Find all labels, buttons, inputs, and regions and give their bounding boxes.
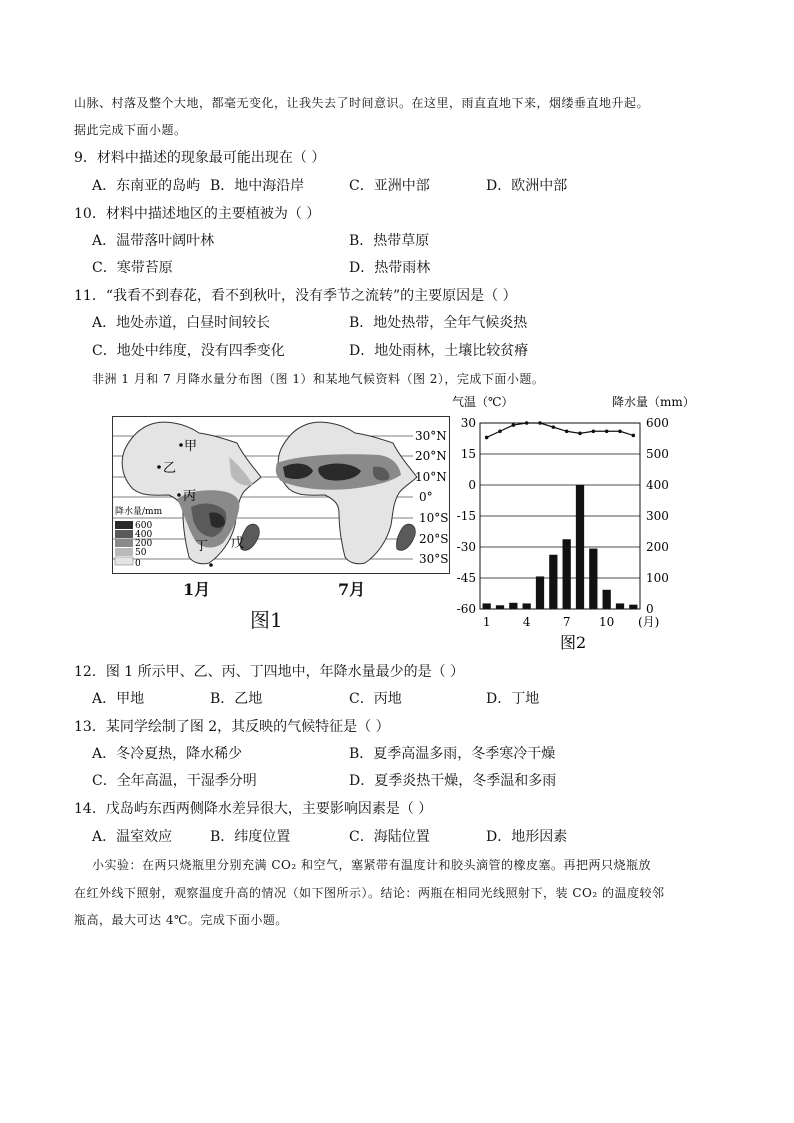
question-10-option-c[interactable]: C．寒带苔原 <box>92 260 173 276</box>
legend-swatch-600 <box>115 521 133 529</box>
lat-label-30n: 30°N <box>415 429 447 443</box>
question-13-option-c[interactable]: C．全年高温，干湿季分明 <box>92 773 257 789</box>
africa-precipitation-map <box>112 416 450 574</box>
question-12-option-d[interactable]: D．丁地 <box>486 691 540 707</box>
temperature-point <box>605 429 609 433</box>
right-tick-label: 500 <box>646 447 669 461</box>
experiment-line-3: 瓶高，最大可达 4℃。完成下面小题。 <box>74 913 288 927</box>
place-label-bing: 丙 <box>183 489 197 504</box>
precipitation-bar <box>536 576 544 609</box>
question-9-option-d[interactable]: D．欧洲中部 <box>486 178 568 194</box>
question-10-stem: 10．材料中描述地区的主要植被为（ ） <box>74 206 321 222</box>
question-11-stem: 11．“我看不到春花，看不到秋叶，没有季节之流转”的主要原因是（ ） <box>74 288 517 304</box>
legend-value-200: 200 <box>135 539 153 549</box>
climate-chart <box>446 390 716 652</box>
question-14-option-a[interactable]: A．温室效应 <box>92 829 173 845</box>
place-label-jia: 甲 <box>184 439 198 454</box>
temperature-point <box>632 434 636 438</box>
question-12-option-c[interactable]: C．丙地 <box>349 691 402 707</box>
right-tick-label: 200 <box>646 540 669 554</box>
left-tick-label: -45 <box>456 571 476 585</box>
chart-right-axis-label: 降水量（mm） <box>612 395 695 409</box>
x-tick-label: 10 <box>599 615 615 629</box>
question-11-option-b[interactable]: B．地处热带，全年气候炎热 <box>349 315 528 331</box>
right-tick-label: 400 <box>646 478 669 492</box>
question-12-option-a[interactable]: A．甲地 <box>92 691 145 707</box>
question-14-option-c[interactable]: C．海陆位置 <box>349 829 430 845</box>
question-14-option-d[interactable]: D．地形因素 <box>486 829 568 845</box>
question-12-stem: 12．图 1 所示甲、乙、丙、丁四地中，年降水量最少的是（ ） <box>74 664 465 680</box>
experiment-line-1: 小实验：在两只烧瓶里分别充满 CO₂ 和空气，塞紧带有温度计和胶头滴管的橡皮塞。再把两只烧瓶放 <box>92 858 651 872</box>
chart-left-axis-label: 气温（℃） <box>452 395 514 409</box>
africa-july-map <box>276 422 417 564</box>
precipitation-bar <box>563 539 571 609</box>
figure-intro: 非洲 1 月和 7 月降水量分布图（图 1）和某地气候资料（图 2），完成下面小题。 <box>92 372 545 386</box>
precipitation-bar <box>509 603 517 609</box>
legend-title: 降水量/mm <box>115 507 163 517</box>
precipitation-bar <box>629 605 637 609</box>
temperature-point <box>498 429 502 433</box>
place-label-yi: 乙 <box>163 461 177 476</box>
lat-label-30s: 30°S <box>419 552 449 566</box>
left-tick-label: 15 <box>460 447 476 461</box>
question-13-option-d[interactable]: D．夏季炎热干燥，冬季温和多雨 <box>349 773 557 789</box>
precipitation-bar <box>616 603 624 609</box>
precipitation-legend <box>115 505 163 569</box>
question-13-option-a[interactable]: A．冬冷夏热，降水稀少 <box>92 746 243 762</box>
question-9-option-b[interactable]: B．地中海沿岸 <box>210 178 305 194</box>
legend-value-50: 50 <box>135 548 147 558</box>
left-tick-label: -60 <box>456 602 476 616</box>
place-marker-yi <box>157 465 161 469</box>
temperature-point <box>525 421 529 425</box>
legend-swatch-400 <box>115 530 133 538</box>
question-14-option-b[interactable]: B．纬度位置 <box>210 829 291 845</box>
question-10-option-b[interactable]: B．热带草原 <box>349 233 430 249</box>
temperature-point <box>618 429 622 433</box>
temperature-point <box>552 425 556 429</box>
legend-value-400: 400 <box>135 530 153 540</box>
temperature-point <box>485 436 489 440</box>
experiment-line-2: 在红外线下照射，观察温度升高的情况（如下图所示）。结论：两瓶在相同光线照射下，装 CO₂ 的温度较邻 <box>74 886 665 900</box>
figure-1-caption: 图1 <box>250 608 283 632</box>
question-14-stem: 14．戊岛屿东西两侧降水差异很大，主要影响因素是（ ） <box>74 801 433 817</box>
precipitation-bar <box>549 555 557 609</box>
lat-label-20n: 20°N <box>415 449 447 463</box>
question-11-option-a[interactable]: A．地处赤道，白昼时间较长 <box>92 315 271 331</box>
left-tick-label: -15 <box>456 509 476 523</box>
chart-x-axis-label: (月) <box>638 615 660 629</box>
lat-label-10s: 10°S <box>419 511 449 525</box>
precipitation-bar <box>496 605 504 609</box>
place-label-ding: 丁 <box>195 539 209 554</box>
lat-label-10n: 10°N <box>415 470 447 484</box>
place-marker-bing <box>177 493 181 497</box>
question-11-option-c[interactable]: C．地处中纬度，没有四季变化 <box>92 343 285 359</box>
right-tick-label: 0 <box>646 602 654 616</box>
legend-value-0: 0 <box>135 559 141 569</box>
question-9-stem: 9．材料中描述的现象最可能出现在（ ） <box>74 150 326 166</box>
temperature-point <box>512 423 516 427</box>
legend-swatch-200 <box>115 539 133 547</box>
x-tick-label: 1 <box>482 615 491 629</box>
question-9-option-a[interactable]: A．东南亚的岛屿 <box>92 178 201 194</box>
legend-swatch-50 <box>115 548 133 556</box>
jul-map-label: 7月 <box>338 580 366 599</box>
precipitation-bar <box>576 485 584 609</box>
temperature-point <box>538 421 542 425</box>
jan-map-label: 1月 <box>183 580 211 599</box>
chart-title: 图2 <box>560 633 587 652</box>
right-tick-label: 100 <box>646 571 669 585</box>
place-marker-ding <box>209 563 213 567</box>
right-tick-label: 300 <box>646 509 669 523</box>
question-10-option-a[interactable]: A．温带落叶阔叶林 <box>92 233 215 249</box>
x-tick-label: 4 <box>522 615 531 629</box>
question-13-stem: 13．某同学绘制了图 2，其反映的气候特征是（ ） <box>74 719 390 735</box>
lat-label-0: 0° <box>419 490 433 504</box>
intro-line-2: 据此完成下面小题。 <box>74 123 187 137</box>
left-tick-label: 0 <box>468 478 476 492</box>
temperature-point <box>578 432 582 436</box>
question-11-option-d[interactable]: D．地处雨林，土壤比较贫瘠 <box>349 343 529 359</box>
place-marker-jia <box>179 443 183 447</box>
left-tick-label: -30 <box>456 540 476 554</box>
question-10-option-d[interactable]: D．热带雨林 <box>349 260 431 276</box>
legend-value-600: 600 <box>135 521 153 531</box>
temperature-point <box>565 429 569 433</box>
x-tick-label: 7 <box>562 615 571 629</box>
question-12-option-b[interactable]: B．乙地 <box>210 691 263 707</box>
temperature-line <box>487 423 634 437</box>
question-13-option-b[interactable]: B．夏季高温多雨，冬季寒冷干燥 <box>349 746 556 762</box>
temperature-point <box>592 429 596 433</box>
precipitation-bar <box>589 549 597 609</box>
intro-line-1: 山脉、村落及整个大地，都毫无变化，让我失去了时间意识。在这里，雨直直地下来，烟缕垂直地升起。 <box>74 96 650 110</box>
left-tick-label: 30 <box>460 416 476 430</box>
precipitation-bar <box>603 590 611 609</box>
lat-label-20s: 20°S <box>419 532 449 546</box>
question-9-option-c[interactable]: C．亚洲中部 <box>349 178 430 194</box>
precipitation-bar <box>483 603 491 609</box>
legend-swatch-0 <box>115 557 133 565</box>
place-label-wu: 戊 <box>231 536 245 551</box>
right-tick-label: 600 <box>646 416 669 430</box>
precipitation-bar <box>523 603 531 609</box>
